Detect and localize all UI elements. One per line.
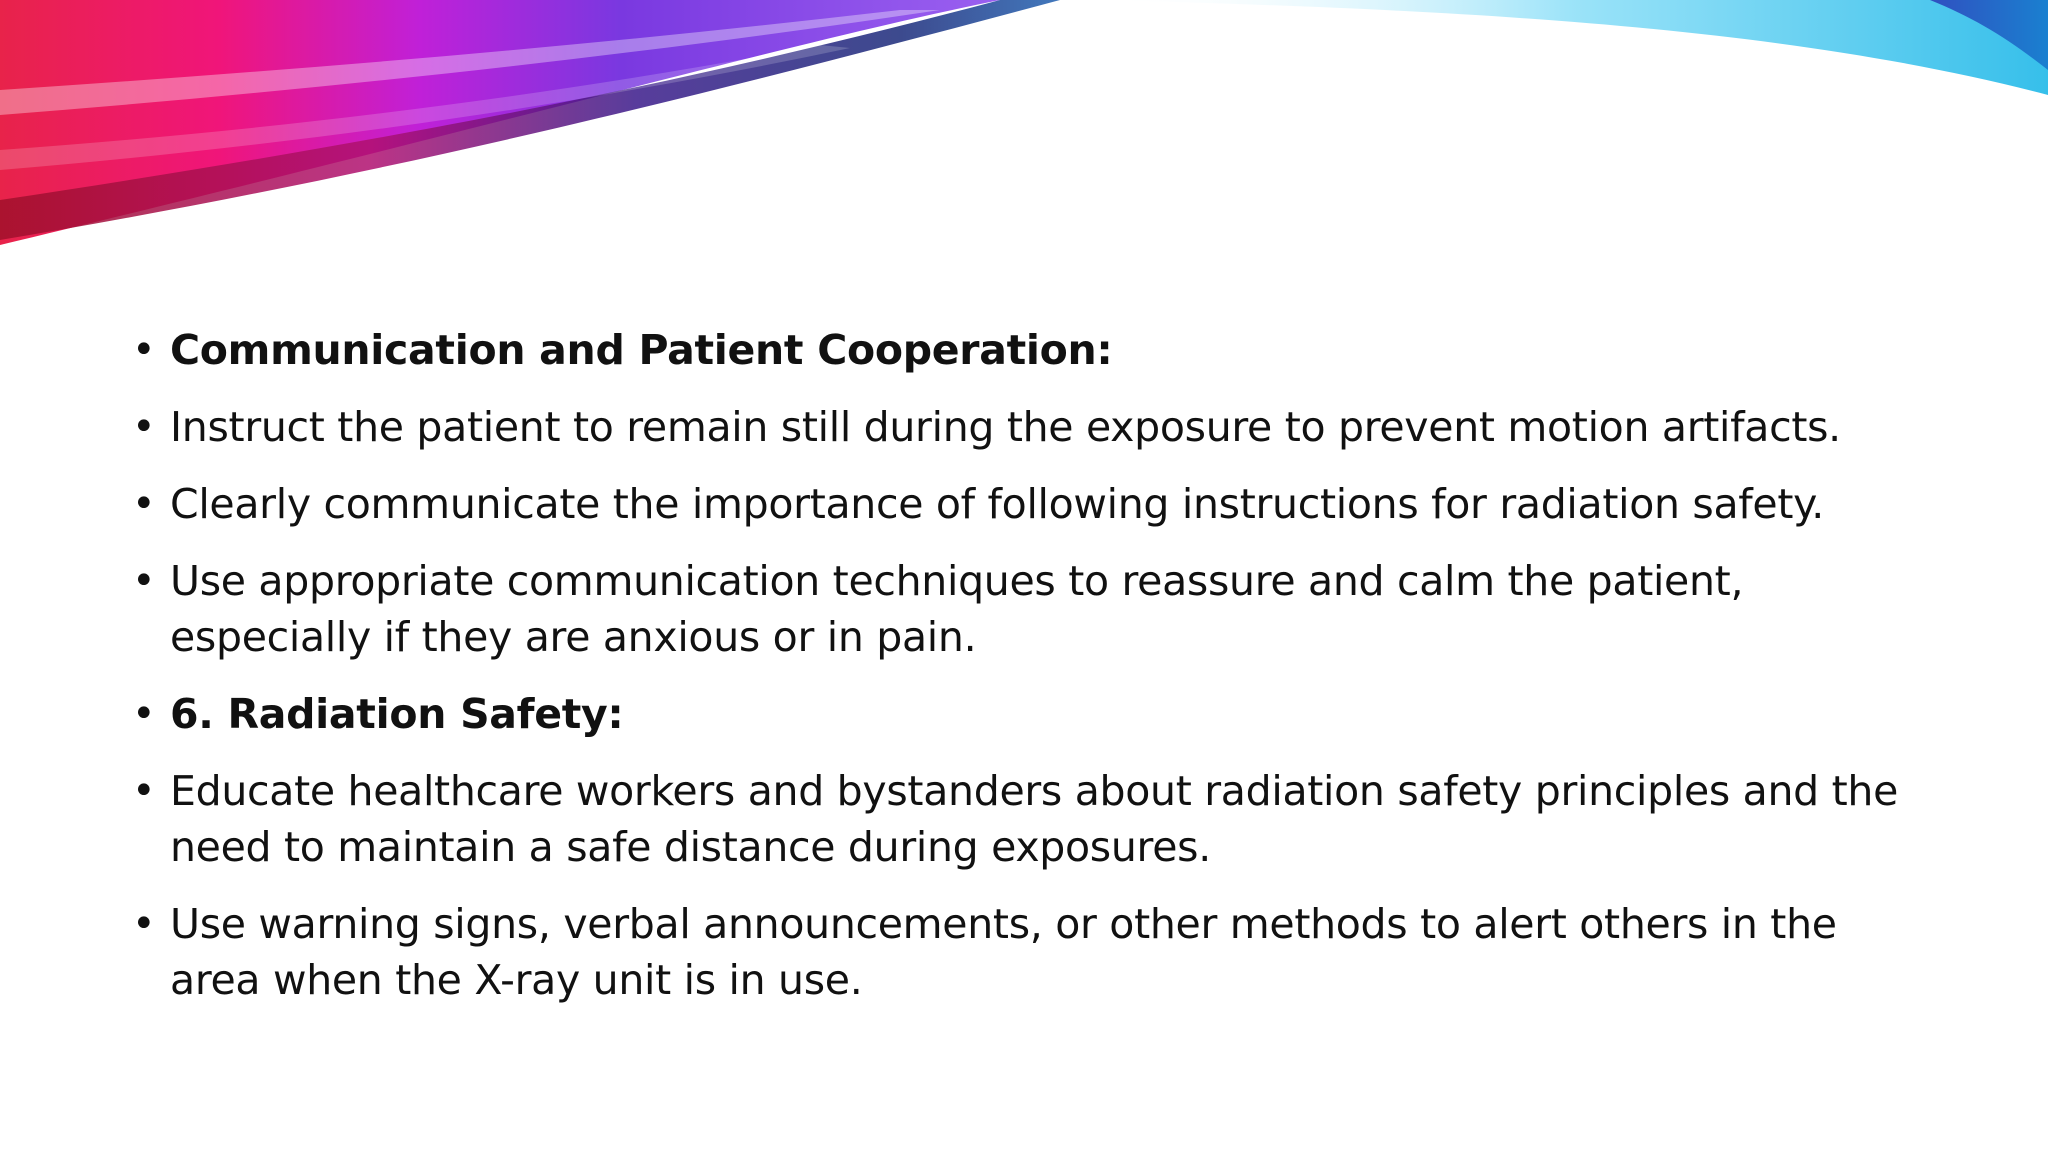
bullet-text: 6. Radiation Safety: — [170, 690, 624, 738]
bullet-dot: • — [132, 481, 156, 527]
bullet-heading-communication — [126, 322, 1926, 378]
bullet-heading-radiation-safety — [126, 686, 1926, 742]
bullet-text: Communication and Patient Cooperation: — [170, 326, 1113, 374]
bullet-text: Instruct the patient to remain still during the exposure to prevent motion artifacts. — [170, 403, 1841, 451]
bullet-dot: • — [132, 691, 156, 737]
ribbon-decoration — [0, 0, 2048, 260]
bullet-text: Clearly communicate the importance of following instructions for radiation safety. — [170, 480, 1824, 528]
bullet-text: Use appropriate communication techniques to reassure and calm the patient, especially if they are anxious or in pain. — [170, 557, 1744, 661]
bullet-item — [126, 763, 1926, 875]
bullet-list — [126, 322, 1926, 1008]
bullet-text: Use warning signs, verbal announcements, or other methods to alert others in the area when the X-ray unit is in use. — [170, 900, 1837, 1004]
bullet-dot: • — [132, 558, 156, 604]
bullet-dot: • — [132, 327, 156, 373]
bullet-text: Educate healthcare workers and bystanders about radiation safety principles and the need to maintain a safe distance during exposures. — [170, 767, 1899, 871]
bullet-dot: • — [132, 901, 156, 947]
bullet-dot: • — [132, 404, 156, 450]
bullet-item — [126, 553, 1926, 665]
bullet-item — [126, 399, 1926, 455]
bullet-item — [126, 476, 1926, 532]
bullet-dot: • — [132, 768, 156, 814]
slide-body — [126, 322, 1926, 1029]
bullet-item — [126, 896, 1926, 1008]
